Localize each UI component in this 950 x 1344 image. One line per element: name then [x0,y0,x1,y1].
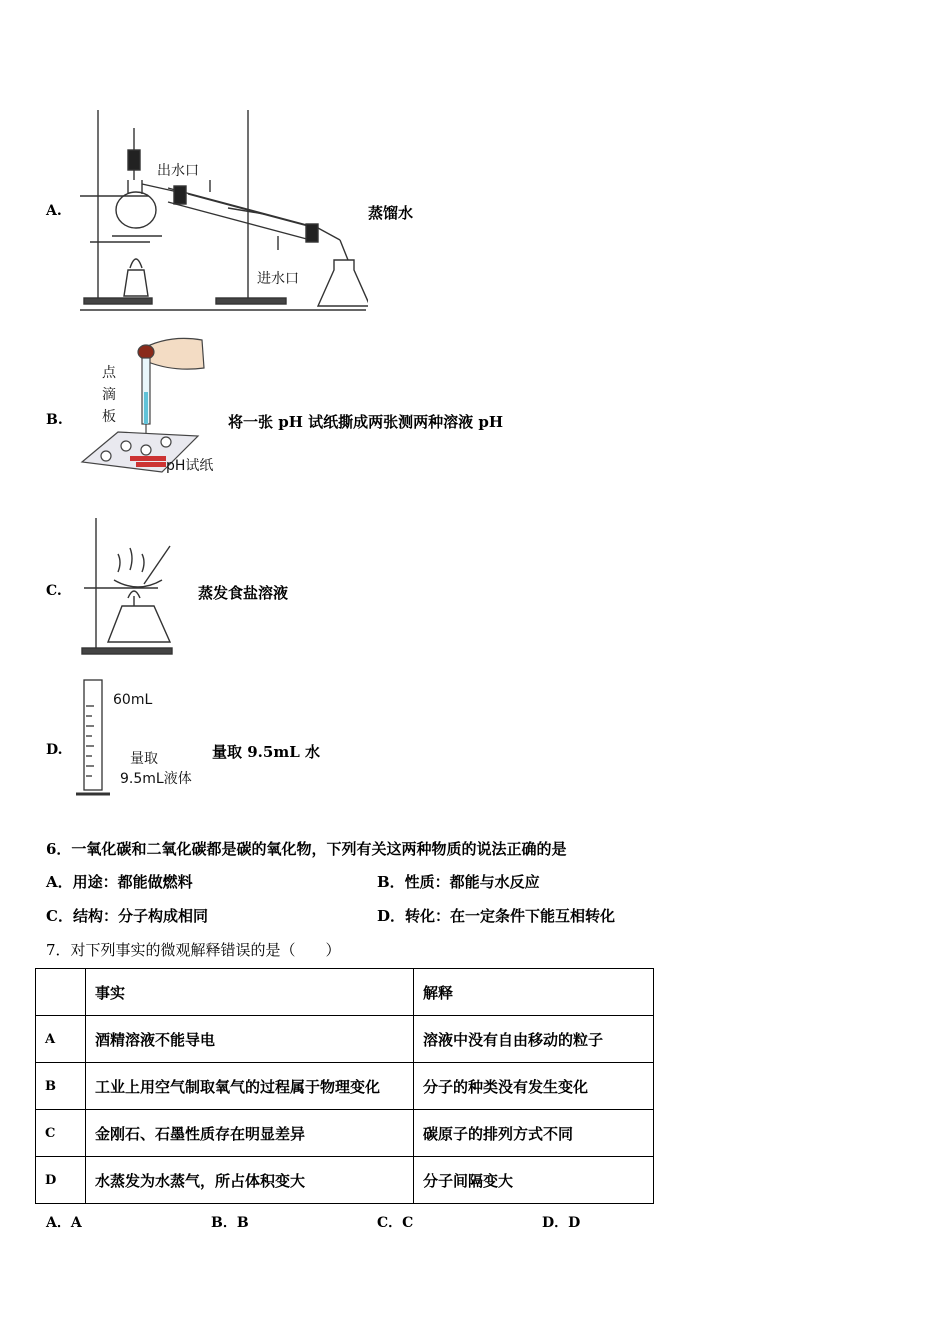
drop-plate-char-2: 滴 [102,387,116,403]
drop-plate-char-1: 点 [102,365,116,381]
graduated-cylinder-figure [72,676,112,800]
table-header-cell [36,969,86,1016]
ph-paper-label: pH试纸 [166,458,214,474]
table-cell: 溶液中没有自由移动的粒子 [414,1016,654,1063]
q6-choice-d: D．转化：在一定条件下能互相转化 [377,907,616,925]
q7-choice-d: D．D [542,1215,581,1231]
table-header-cell: 事实 [86,969,414,1016]
table-cell: 碳原子的排列方式不同 [414,1110,654,1157]
q7-stem: 7．对下列事实的微观解释错误的是（ ） [46,941,341,959]
table-header-cell: 解释 [414,969,654,1016]
option-c-letter: C. [46,583,62,599]
measure-note-1: 量取 [130,751,158,767]
q7-choice-a: A．A [46,1215,82,1231]
outlet-label: 出水口 [157,163,199,179]
table-cell: B [36,1063,86,1110]
q6-stem: 6．一氧化碳和二氧化碳都是碳的氧化物，下列有关这两种物质的说法正确的是 [46,840,567,858]
table-cell: C [36,1110,86,1157]
q6-choice-a: A．用途：都能做燃料 [46,873,193,891]
option-a-letter: A. [46,203,62,219]
table-row [36,1063,654,1110]
table-header-row [36,969,654,1016]
evaporation-figure [78,518,178,658]
table-cell: 水蒸发为水蒸气，所占体积变大 [86,1157,414,1204]
table-row [36,1016,654,1063]
table-cell: 分子的种类没有发生变化 [414,1063,654,1110]
option-b-text: 将一张 pH 试纸撕成两张测两种溶液 pH [228,413,503,431]
measure-note-2: 9.5mL液体 [120,771,192,787]
table-cell: 酒精溶液不能导电 [86,1016,414,1063]
table-row [36,1157,654,1204]
q7-choice-b: B．B [211,1215,249,1231]
distillation-apparatus-figure [78,110,368,315]
option-c-text: 蒸发食盐溶液 [198,584,289,602]
q7-choice-c: C．C [377,1215,414,1231]
q6-choice-b: B．性质：都能与水反应 [377,873,540,891]
cylinder-scale-label: 60mL [113,692,153,708]
drop-plate-char-3: 板 [102,409,116,425]
table-cell: A [36,1016,86,1063]
q7-table [35,968,654,1204]
inlet-label: 进水口 [257,271,299,287]
q6-choice-c: C．结构：分子构成相同 [46,907,208,925]
table-cell: 金刚石、石墨性质存在明显差异 [86,1110,414,1157]
drop-plate-label [102,362,118,428]
table-row [36,1110,654,1157]
option-d-text: 量取 9.5mL 水 [212,743,320,761]
table-cell: 工业上用空气制取氧气的过程属于物理变化 [86,1063,414,1110]
table-cell: D [36,1157,86,1204]
option-d-letter: D. [46,742,63,758]
table-cell: 分子间隔变大 [414,1157,654,1204]
option-b-letter: B. [46,412,63,428]
option-a-text: 蒸馏水 [368,204,414,222]
